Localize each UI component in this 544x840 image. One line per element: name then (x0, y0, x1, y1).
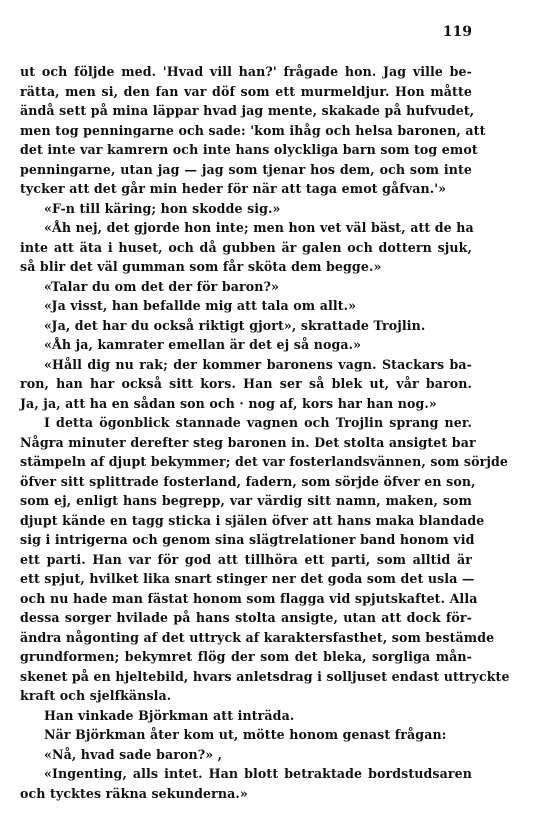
text-line: skenet på en hjeltebild, hvars anletsdrag i solljuset endast uttryckte (20, 668, 510, 684)
text-line: grundformen; bekymret flög der som det bleka, sorgliga mån- (20, 649, 472, 664)
text-line: I detta ögonblick stannade vagnen och Trojlin sprang ner. (44, 415, 472, 430)
text-line: tycker att det går min heder för när att taga emot gåfvan.'» (20, 181, 447, 196)
text-line: rätta, men si, den fan var döf som ett murmeldjur. Hon måtte (20, 83, 472, 99)
body-text (20, 62, 510, 803)
text-line: så blir det väl gumman som får sköta dem begge.» (20, 259, 382, 274)
text-line: «Ja visst, han befallde mig att tala om allt.» (44, 298, 357, 313)
text-line: «Talar du om det der för baron?» (44, 278, 280, 294)
text-line: «F-n till käring; hon skodde sig.» (44, 200, 281, 216)
page-number: 119 (442, 24, 472, 40)
text-line: «Ja, det har du också riktigt gjort», skrattade Trojlin. (44, 317, 426, 333)
text-line: «Håll dig nu rak; der kommer baronens vagn. Stackars ba- (44, 356, 472, 372)
text-line: inte att äta i huset, och då gubben är galen och dottern sjuk, (20, 239, 472, 255)
text-line: «Åh ja, kamrater emellan är det ej så noga.» (44, 337, 362, 352)
text-line: djupt kände en tagg sticka i själen öfver att hans maka blandade (20, 512, 485, 528)
text-line: ett parti. Han var för god att tillhöra ett parti, som alltid är (20, 551, 472, 567)
text-line: sig i intrigerna och genom sina slägtrelationer band honom vid (20, 532, 475, 547)
text-line: ändå sett på mina läppar hvad jag mente, skakade på hufvudet, (20, 103, 475, 118)
text-line: och nu hade man fästat honom som flagga vid spjutskaftet. Alla (20, 590, 478, 606)
text-line: ron, han har också sitt kors. Han ser så blek ut, vår baron. (20, 376, 472, 391)
text-line: öfver sitt splittrade fosterland, fadern, som sörjde öfver en son, (20, 473, 476, 489)
text-line: som ej, enligt hans begrepp, var värdig sitt namn, maken, som (20, 493, 472, 508)
text-line: När Björkman åter kom ut, mötte honom genast frågan: (44, 727, 447, 742)
text-line: ändra någonting af det uttryck af karaktersfasthet, som bestämde (20, 629, 495, 645)
text-line: Ja, ja, att ha en sådan son och · nog af, kors har han nog.» (20, 395, 437, 411)
text-line: och tycktes räkna sekunderna.» (20, 785, 248, 801)
text-line: men tog penningarne och sade: 'kom ihåg och helsa baronen, att (20, 122, 486, 138)
text-line: «Åh nej, det gjorde hon inte; men hon vet väl bäst, att de ha (44, 220, 474, 235)
text-line: det inte var kamrern och inte hans olyckliga barn som tog emot (20, 142, 478, 157)
text-line: kraft och sjelfkänsla. (20, 688, 172, 703)
text-line: penningarne, utan jag — jag som tjenar hos dem, och som inte (20, 161, 472, 177)
text-line: «Nå, hvad sade baron?» , (44, 746, 223, 762)
text-line: «Ingenting, alls intet. Han blott betraktade bordstudsaren (44, 766, 472, 781)
text-line: Några minuter derefter steg baronen in. Det stolta ansigtet bar (20, 434, 476, 450)
text-line: dessa sorger hvilade på hans stolta ansigte, utan att dock för- (20, 610, 472, 625)
text-line: Han vinkade Björkman att inträda. (44, 707, 295, 723)
text-line: stämpeln af djupt bekymmer; det var fosterlandsvännen, som sörjde (20, 454, 509, 469)
text-line: ut och följde med. 'Hvad vill han?' frågade hon. Jag ville be- (20, 64, 472, 79)
text-line: ett spjut, hvilket lika snart stinger ner det goda som det usla — (20, 571, 475, 586)
